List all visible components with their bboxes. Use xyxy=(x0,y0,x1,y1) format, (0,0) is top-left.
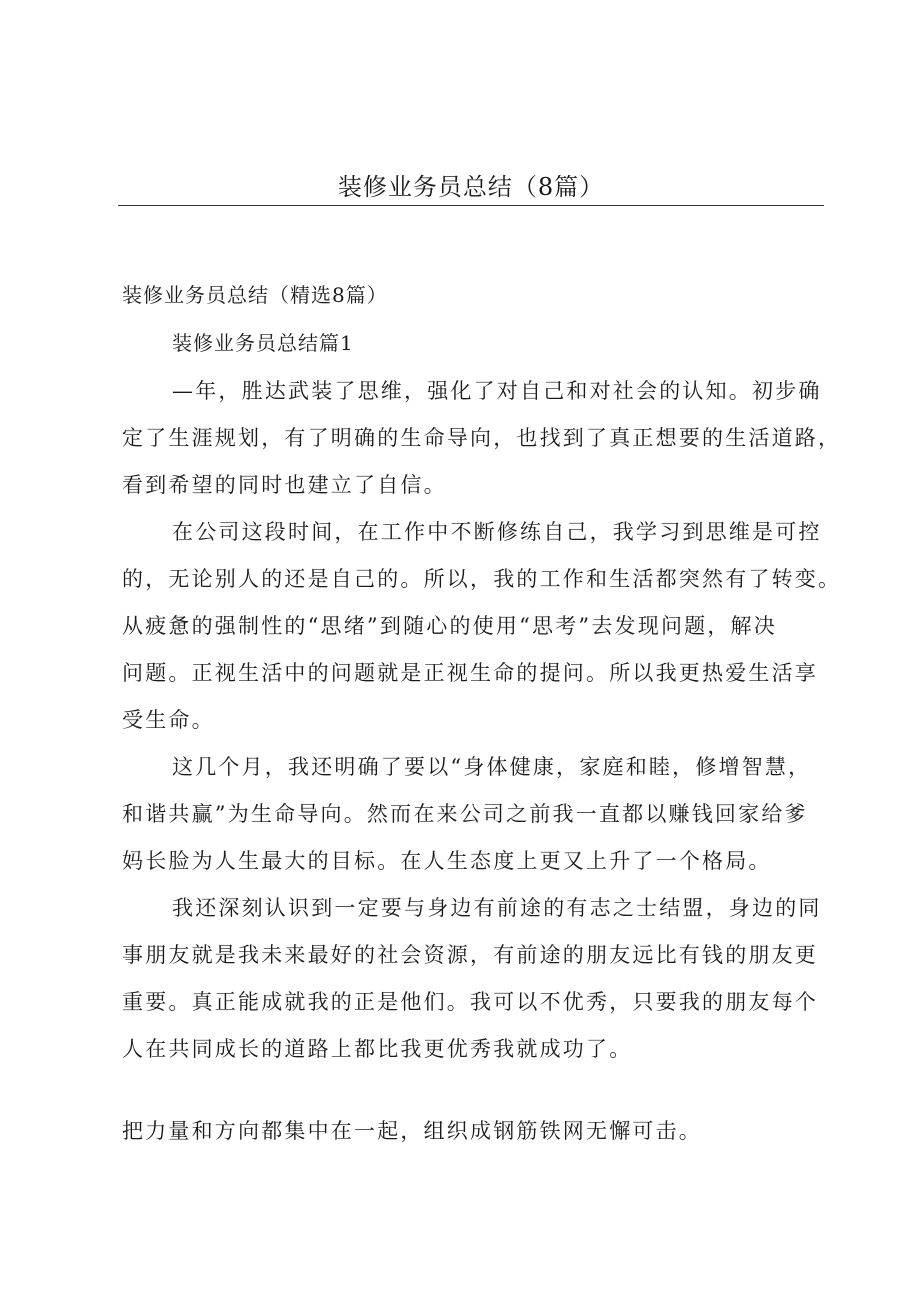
paragraph-line: 人在共同成长的道路上都比我更优秀我就成功了。 xyxy=(122,1037,633,1061)
paragraph-line: 定了生涯规划，有了明确的生命导向，也找到了真正想要的生活道路， xyxy=(122,426,842,450)
paragraph-line: 这几个月，我还明确了要以“身体健康，家庭和睦，修增智慧， xyxy=(172,755,812,779)
paragraph-line: 在公司这段时间，在工作中不断修练自己，我学习到思维是可控 xyxy=(172,520,822,544)
paragraph-line: 问题。正视生活中的问题就是正视生命的提问。所以我更热爱生活享 xyxy=(122,661,818,685)
paragraph-line: 重要。真正能成就我的正是他们。我可以不优秀，只要我的朋友每个 xyxy=(122,990,818,1014)
paragraph-line: 我还深刻认识到一定要与身边有前途的有志之士结盟，身边的同 xyxy=(172,896,822,920)
paragraph xyxy=(122,368,841,509)
paragraph-line: 的，无论别人的还是自己的。所以，我的工作和生活都突然有了转变。 xyxy=(122,567,842,591)
paragraph xyxy=(122,509,841,744)
paragraph-line: 把力量和方向都集中在一起，组织成钢筋铁网无懈可击。 xyxy=(122,1119,702,1143)
paragraph-line: 看到希望的同时也建立了自信。 xyxy=(122,473,447,497)
paragraph-line: 从疲惫的强制性的“思绪”到随心的使用“思考”去发现问题，解决 xyxy=(122,614,777,638)
paragraph xyxy=(122,744,811,885)
paragraph-line: 受生命。 xyxy=(122,708,215,732)
paragraph xyxy=(122,1108,702,1155)
paragraph-line: 妈长脸为人生最大的目标。在人生态度上更又上升了一个格局。 xyxy=(122,849,772,873)
document-title: 装修业务员总结（8篇） xyxy=(337,173,605,201)
section-heading: 装修业务员总结篇1 xyxy=(172,331,354,355)
paragraph-line: —年，胜达武装了思维，强化了对自己和对社会的认知。初步确 xyxy=(172,379,822,403)
paragraph-line: 和谐共赢”为生命导向。然而在来公司之前我一直都以赚钱回家给爹 xyxy=(122,802,808,826)
paragraph-line: 事朋友就是我未来最好的社会资源，有前途的朋友远比有钱的朋友更 xyxy=(122,943,818,967)
title-underline xyxy=(118,205,824,206)
paragraph xyxy=(122,885,822,1073)
document-subtitle: 装修业务员总结（精选8篇） xyxy=(122,283,388,307)
